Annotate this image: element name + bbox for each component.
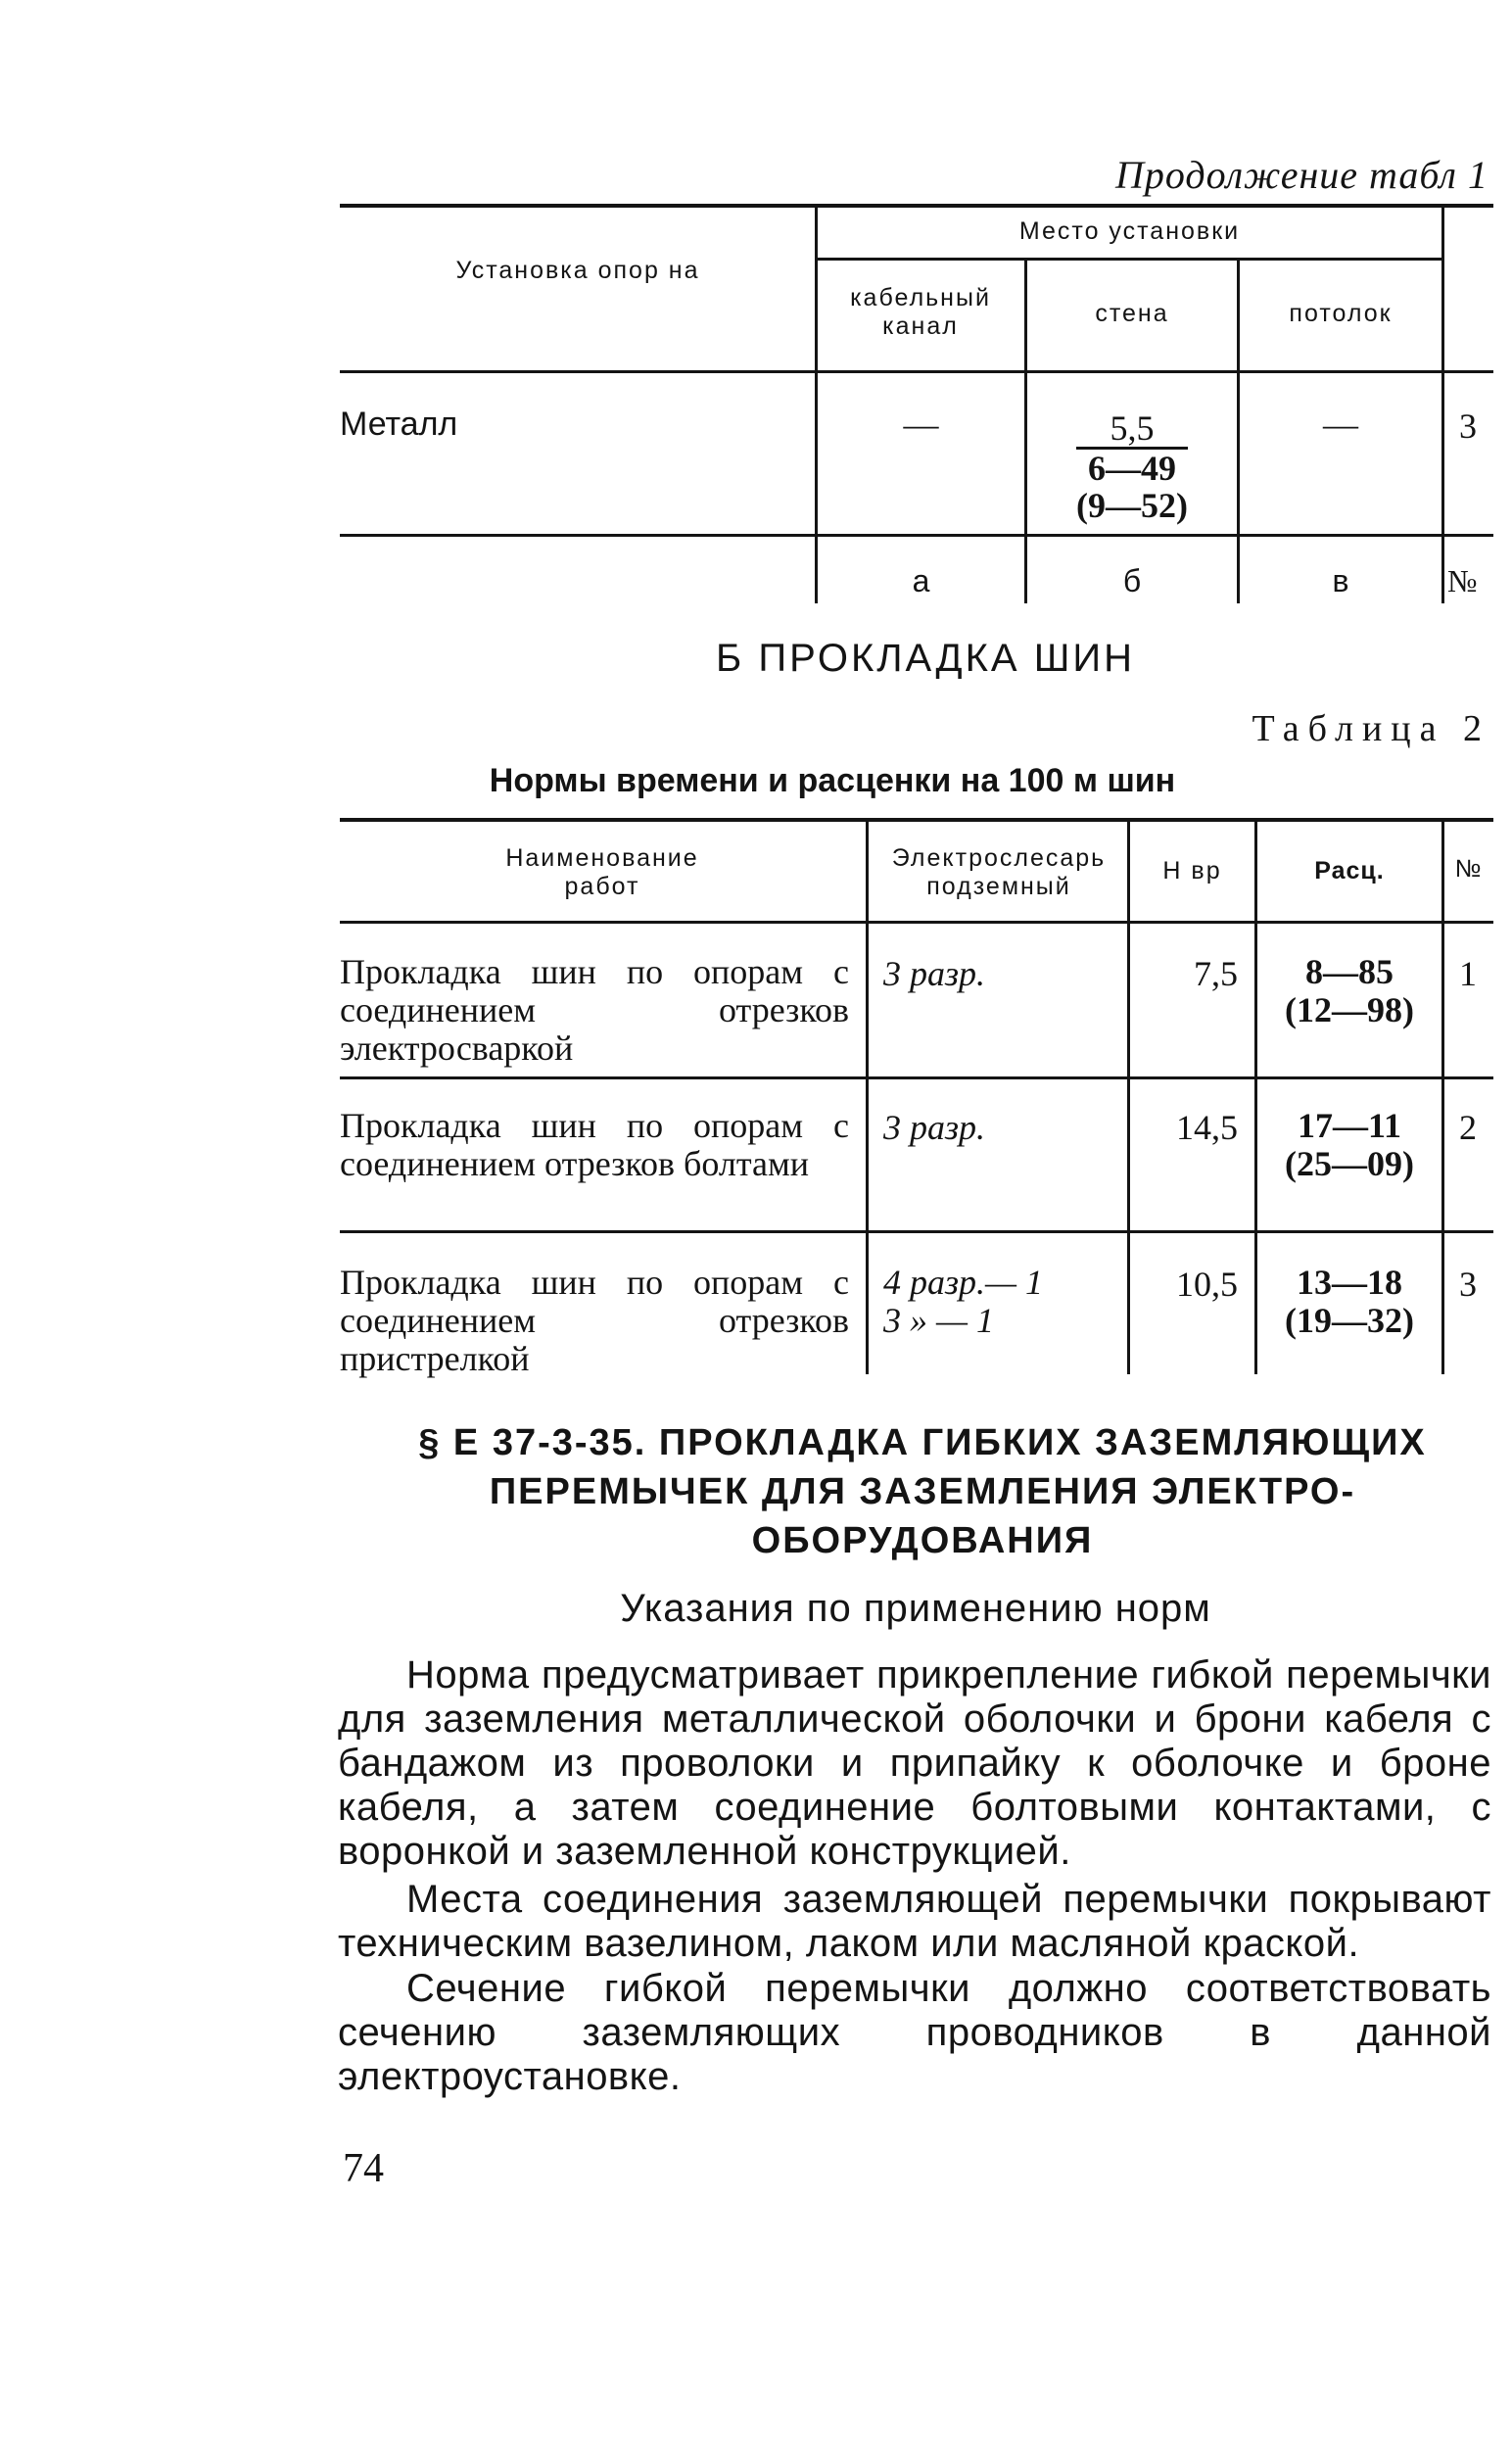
table-1-wall-fraction-top: 5,5 <box>1076 409 1188 450</box>
table-2-row-2-rate-alt: (25—09) <box>1285 1144 1414 1183</box>
table-2-caption: Таблица 2 <box>1252 708 1490 749</box>
table-2-row-1-worker: 3 разр. <box>883 954 986 993</box>
table-1-wall-fraction-extra: (9—52) <box>1076 486 1188 525</box>
table-2-row-3-worker-line-2: 3 » — 1 <box>883 1301 995 1340</box>
table-2-row-2-rate <box>1257 1107 1441 1183</box>
table-2-row-1-rate-alt: (12—98) <box>1285 990 1414 1029</box>
table-1-top-rule <box>340 204 1493 208</box>
table-1-letter-a: а <box>912 563 930 598</box>
paragraph-heading <box>333 1418 1512 1565</box>
page-number: 74 <box>343 2146 384 2191</box>
table-2-row-rule <box>340 1076 1493 1079</box>
subheading: Указания по применению норм <box>620 1587 1211 1630</box>
table-2-row-3-norm: 10,5 <box>1176 1265 1238 1304</box>
table-2-col-rule <box>1441 818 1444 1374</box>
table-2-row-1-rate <box>1257 953 1441 1029</box>
table-2-row-3-worker-line-1: 4 разр.— 1 <box>883 1263 1044 1302</box>
body-paragraph-2: Места соединения заземляющей перемычки покрывают техническим вазелином, лаком или масляной краской. <box>338 1878 1491 1965</box>
table-2-row-3-number: 3 <box>1459 1265 1477 1304</box>
table-2-row-2-worker: 3 разр. <box>883 1108 986 1147</box>
table-2-col-rule <box>866 818 869 1374</box>
table-2-row-rule <box>340 1230 1493 1233</box>
table-2-header-worker: Электрослесарь подземный <box>891 844 1107 900</box>
table-1-subheader-ceiling: потолок <box>1289 300 1393 327</box>
table-1-cell-cable: — <box>903 405 939 444</box>
paragraph-heading-line-1: § Е 37-3-35. ПРОКЛАДКА ГИБКИХ ЗАЗЕМЛЯЮЩИХ <box>418 1422 1427 1463</box>
table-1-letter-b: б <box>1122 563 1142 598</box>
section-title: Б ПРОКЛАДКА ШИН <box>715 637 1136 680</box>
table-1-col-rule <box>1441 204 1444 603</box>
table-2-header-rule <box>340 921 1493 924</box>
table-2-row-1-name: Прокладка шин по опорам с соединением отрезков электросваркой <box>340 952 849 1068</box>
table-1-letter-v: в <box>1332 563 1349 598</box>
table-2-row-2-number: 2 <box>1459 1108 1477 1147</box>
table-1-wall-fraction <box>1076 409 1188 524</box>
paragraph-heading-line-2: ПЕРЕМЫЧЕК ДЛЯ ЗАЗЕМЛЕНИЯ ЭЛЕКТРО- <box>489 1471 1356 1512</box>
table-1-header-rule <box>340 370 1493 373</box>
table-2-row-2-norm: 14,5 <box>1176 1108 1238 1147</box>
table-2-row-3-rate-value: 13—18 <box>1297 1263 1402 1302</box>
table-2-row-3-rate <box>1257 1264 1441 1340</box>
table-2-header-number: № <box>1454 855 1484 883</box>
table-2-header-rate: Расц. <box>1314 857 1385 884</box>
table-1-group-header: Место установки <box>1018 217 1241 245</box>
table-1-cell-wall <box>1027 409 1237 524</box>
paragraph-heading-line-3: ОБОРУДОВАНИЯ <box>751 1520 1094 1561</box>
table-2-row-3-name: Прокладка шин по опорам с соединением отрезков пристрелкой <box>340 1263 849 1378</box>
table-2-heading: Нормы времени и расценки на 100 м шин <box>489 762 1176 799</box>
table-1-cell-number: 3 <box>1459 406 1477 446</box>
table-2-row-3-rate-alt: (19—32) <box>1285 1301 1414 1340</box>
table-2-header-norm: Н вр <box>1162 857 1222 884</box>
table-1-row-label: Металл <box>340 406 458 443</box>
table-1-subheader-wall: стена <box>1095 300 1169 327</box>
table-1-subheader-cable-channel: кабельный канал <box>850 284 991 340</box>
table-2-row-2-name: Прокладка шин по опорам с соединением отрезков болтами <box>340 1106 849 1183</box>
table-1-number-sign: № <box>1447 563 1478 598</box>
body-paragraph-1: Норма предусматривает прикрепление гибкой перемычки для заземления металлической оболочки и брони кабеля с бандажом из проволоки и припайку к оболочке и броне кабеля, а затем соединение болтовыми контактами, с воронкой и заземленной конструкцией. <box>338 1653 1491 1873</box>
body-paragraph-3: Сечение гибкой перемычки должно соответствовать сечению заземляющих проводников в данной электроустановке. <box>338 1967 1491 2098</box>
table-continuation-caption: Продолжение табл 1 <box>1114 153 1488 197</box>
table-2-row-1-norm: 7,5 <box>1194 954 1238 993</box>
table-1-cell-ceiling: — <box>1323 405 1358 444</box>
table-2-top-rule <box>340 818 1493 822</box>
table-2-row-3-worker <box>883 1264 1043 1340</box>
table-2-row-2-rate-value: 17—11 <box>1297 1106 1401 1145</box>
table-2-row-1-number: 1 <box>1459 954 1477 993</box>
table-1-wall-fraction-bottom: 6—49 <box>1087 449 1176 488</box>
table-2-row-1-rate-value: 8—85 <box>1305 952 1394 991</box>
table-2-header-name: Наименование работ <box>505 844 699 900</box>
table-1-body-rule <box>340 534 1493 537</box>
table-1-group-rule <box>816 258 1442 261</box>
table-1-header-mount: Установка опор на <box>455 257 700 284</box>
